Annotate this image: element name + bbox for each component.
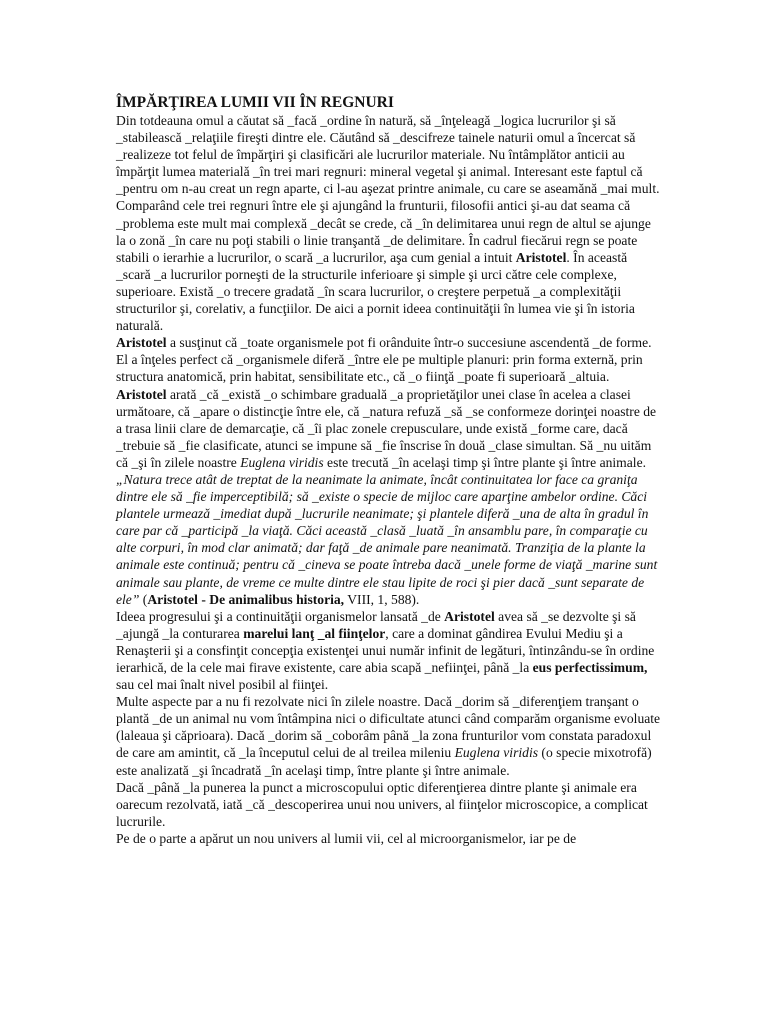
paragraph: [116, 830, 662, 847]
text-run: Pe de o parte a apărut un nou univers al lumii vii, cel al microorganismelor, iar pe de: [116, 830, 577, 846]
text-run: VIII, 1, 588).: [344, 591, 420, 607]
text-run: Dacă _până _la punerea la punct a microscopului optic diferenţierea dintre plante şi animale era oarecum rezolvată, iată _că _descoperirea unui nou univers, al fiinţelor microscopice, a complicat lucrurile.: [116, 779, 648, 829]
paragraph: [116, 779, 662, 830]
text-run: sau cel mai înalt nivel posibil al fiinţei.: [116, 677, 329, 693]
text-run: Ideea progresului şi a continuităţii organismelor lansată _de: [116, 608, 445, 624]
bold-text: Aristotel: [515, 249, 567, 265]
text-run: Multe aspecte par a nu fi rezolvate nici în zilele noastre. Dacă _dorim să _diferenţiem tranşant o plantă _de un animal nu vom întâmpina nici o dificultate atunci când comparăm organisme evoluate (laleaua şi căprioara). Dacă _dorim să _coborâm până _la zona frunturilor vom constata paradoxul de care am amintit, că _la începutul celui de al treilea mileniu: [116, 694, 661, 761]
text-run: (o specie mixotrofă) este analizată _şi încadrată _în acelaşi timp, între plante şi între animale.: [116, 745, 652, 778]
document-body: [116, 93, 662, 847]
text-run: Din totdeauna omul a căutat să _facă _ordine în natură, să _înţeleagă _logica lucrurilor şi să _stabilească _relaţiile fireşti dintre ele. Căutând să _descifreze tainele naturii omul a încercat să _realizeze tot felul de împărţiri şi clasificări ale lucrurilor materiale. Nu întâmplător anticii au împărţit lumea materială _în trei mari regnuri: mineral vegetal şi animal. Interesant este faptul că _pentru om n-au creat un regn aparte, ci l-au aşezat printre animale, cu care se aseamănă _mai mult. Comparând cele trei regnuri între ele şi ajungând la frunturii, filosofii antici şi-au dat seama că _problema este mult mai complexă _decât se crede, că _în delimitarea unui regn de altul se ajunge la o zonă _în care nu poţi stabili o linie tranşantă _de delimitare. În cadrul fiecărui regn se poate stabili o ierarhie a lucrurilor, o scară _a lucrurilor, aşa cum genial a intuit: [116, 113, 660, 265]
bold-text: Aristotel: [116, 386, 167, 402]
paragraph: [116, 471, 662, 608]
paragraph: [116, 693, 662, 778]
italic-text: Euglena viridis: [240, 454, 324, 470]
bold-text: eus perfectissimum,: [532, 660, 648, 675]
text-run: a susţinut că _toate organismele pot fi orânduite într-o succesiune ascendentă _de forme. El a înţeles perfect că _organismele diferă _între ele pe multiple planuri: prin forma externă, prin structura anatomică, prin habitat, sensibilitate etc., că _o fiinţă _poate fi superioară _altuia.: [116, 335, 652, 385]
text-run: . În această _scară _a lucrurilor porneşti de la structurile inferioare şi simple şi urci către cele complexe, superioare. Există _o trecere gradată _în scara lucrurilor, o creştere perpetuă _a complexităţii structurilor şi, corelativ, a funcţiilor. De aici a pornit ideea continuităţii în lumea vie şi în istoria naturală.: [116, 249, 635, 334]
text-run: avea să _se dezvolte şi să _ajungă _la conturarea: [116, 608, 636, 641]
paragraph: [116, 608, 662, 693]
bold-text: marelui lanţ _al fiinţelor: [243, 625, 386, 641]
bold-text: Aristotel: [116, 335, 167, 351]
text-run: este trecută _în acelaşi timp şi între plante şi între animale.: [323, 454, 647, 470]
paragraph: [116, 334, 662, 471]
text-run: , care a dominat gândirea Evului Mediu şi a Renaşterii şi a consfinţit concepţia existenţei unui număr infinit de legături, întinzându-se în ordine ierarhică, de la cele mai firave existente, care abia scapă _nefiinţei, până _la: [116, 625, 655, 675]
document-title: ÎMPĂRŢIREA LUMII VII ÎN REGNURI: [116, 94, 394, 111]
bold-text: Aristotel: [444, 608, 495, 624]
paragraph: [116, 112, 662, 334]
bold-text: Aristotel - De animalibus historia,: [147, 591, 345, 607]
paragraph-list: [116, 112, 662, 847]
text-run: (: [139, 591, 148, 607]
text-run: arată _că _există _o schimbare graduală _a proprietăţilor unei clase în acelea a clasei următoare, că _apare o distincţie între ele, că _natura refuză _să _se conformeze dorinţei noastre de a trasa linii clare de demarcaţie, că _îi plac zonele crepusculare, unde există _forme care, dacă _trebuie să _fie clasificate, atunci se impune să _fie înscrise în două _clase simultan. Să _nu uităm că _şi în zilele noastre: [116, 386, 657, 470]
italic-text: „Natura trece atât de treptat de la neanimate la animate, încât continuitatea lor face ca graniţa dintre ele să _fie imperceptibilă; să _existe o specie de mijloc care aparţine ambelor ordine. Căci plantele urmează _imediat după _lucrurile neanimate; şi plantele diferă _una de alta în gradul în care par că _participă _la viaţă. Căci această _clasă _luată _în ansamblu pare, în comparaţie cu alte corpuri, în mod clar animată; dar faţă _de animale pare neanimată. Tranziţia de la plante la animale este continuă; pentru că _cineva se poate întreba dacă _unele forme de viaţă _marine sunt animale sau plante, de vreme ce multe dintre ele stau lipite de roci şi pier dacă _sunt separate de ele”: [116, 471, 658, 607]
italic-text: Euglena viridis: [454, 745, 539, 761]
